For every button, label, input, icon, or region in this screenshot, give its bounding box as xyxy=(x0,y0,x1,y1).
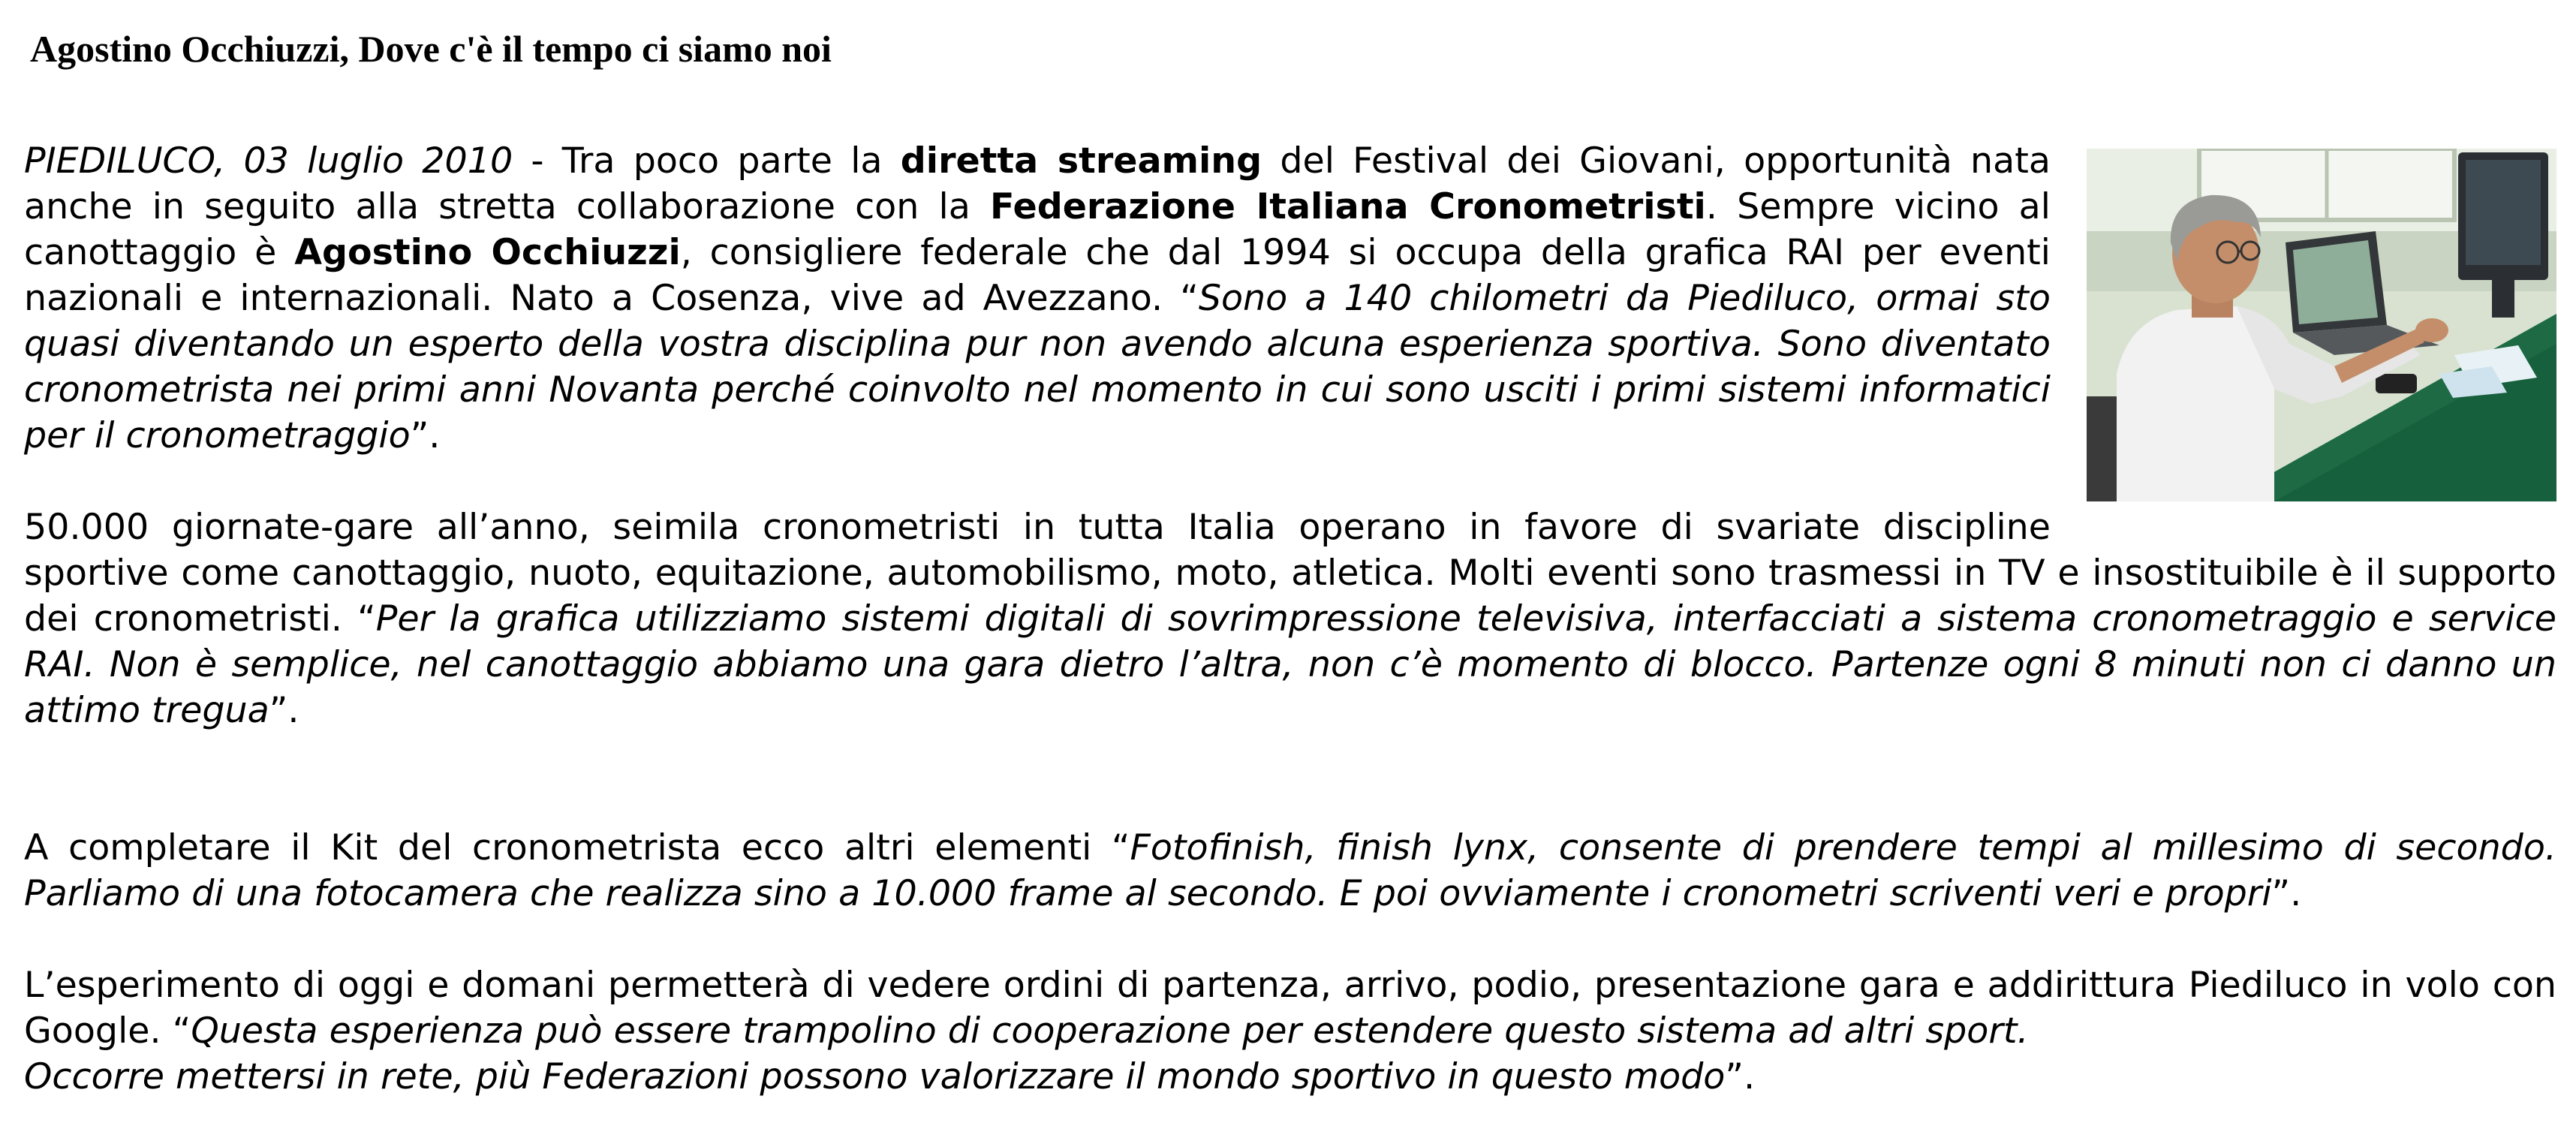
article-body xyxy=(24,138,2556,1100)
bold-phrase: Federazione Italiana Cronometristi xyxy=(989,186,1706,227)
text-span: 50.000 giornate-gare all’anno, seimila cronometristi in tutta Italia operano in favore di svariate discipline sportive come canottaggio, nuoto, equitazione, automobilismo, moto, atletica. Molti eventi sono trasmessi in TV e insostituibile è il supporto dei cronometristi. “ xyxy=(24,507,2556,640)
article-title: Agostino Occhiuzzi, Dove c'è il tempo ci siamo noi xyxy=(30,28,832,70)
quote: Per la grafica utilizziamo sistemi digitali di sovrimpressione televisiva, interfacciati a sistema cronometraggio e service RAI. Non è semplice, nel canottaggio abbiamo una gara dietro l’altra, non c’è momento di blocco. Partenze ogni 8 minuti non ci danno un attimo tregua xyxy=(24,598,2556,731)
paragraph-3 xyxy=(24,825,2556,917)
bold-phrase: Agostino Occhiuzzi xyxy=(294,232,681,273)
text-span: A completare il Kit del cronometrista ecco altri elementi “ xyxy=(24,827,1130,869)
paragraph-2 xyxy=(24,504,2556,733)
quote: Questa esperienza può essere trampolino di cooperazione per estendere questo sistema ad altri sport. xyxy=(191,1010,2029,1052)
paragraph-4 xyxy=(24,962,2556,1100)
quote: Sono a 140 chilometri da Piediluco, ormai sto quasi diventando un esperto della vostra disciplina pur non avendo alcuna esperienza sportiva. Sono diventato cronometrista nei primi anni Novanta perché coinvolto nel momento in cui sono usciti i primi sistemi informatici per il cronometraggio xyxy=(24,278,2051,456)
text-span: ”. xyxy=(2271,873,2302,914)
text-span: , consigliere federale che dal 1994 si occupa della grafica RAI per eventi nazionali e internazionali. Nato a Cosenza, vive ad Avezzano. “ xyxy=(24,232,2051,319)
bold-phrase: diretta streaming xyxy=(900,140,1262,182)
text-span: ”. xyxy=(1725,1056,1756,1097)
text-span: L’esperimento di oggi e domani permetterà di vedere ordini di partenza, arrivo, podio, presentazione gara e addirittura Piediluco in volo con Google. “ xyxy=(24,965,2556,1052)
text-span: ”. xyxy=(410,415,441,456)
quote: Fotofinish, finish lynx, consente di prendere tempi al millesimo di secondo. Parliamo di una fotocamera che realizza sino a 10.000 frame al secondo. E poi ovviamente i cronometri scriventi veri e propri xyxy=(24,827,2556,914)
photo-man-at-timing-computer-icon xyxy=(2087,149,2556,501)
photo-illustration xyxy=(2087,149,2556,501)
text-span: ”. xyxy=(269,690,299,731)
quote: Occorre mettersi in rete, più Federazioni possono valorizzare il mondo sportivo in questo modo xyxy=(24,1056,1726,1097)
dateline: PIEDILUCO, 03 luglio 2010 xyxy=(24,140,513,182)
text-span: - Tra poco parte la xyxy=(513,140,901,182)
text-span: del Festival dei Giovani, opportunità nata anche in seguito alla stretta collaborazione con la xyxy=(24,140,2051,227)
text-span: . Sempre vicino al canottaggio è xyxy=(24,186,2051,273)
